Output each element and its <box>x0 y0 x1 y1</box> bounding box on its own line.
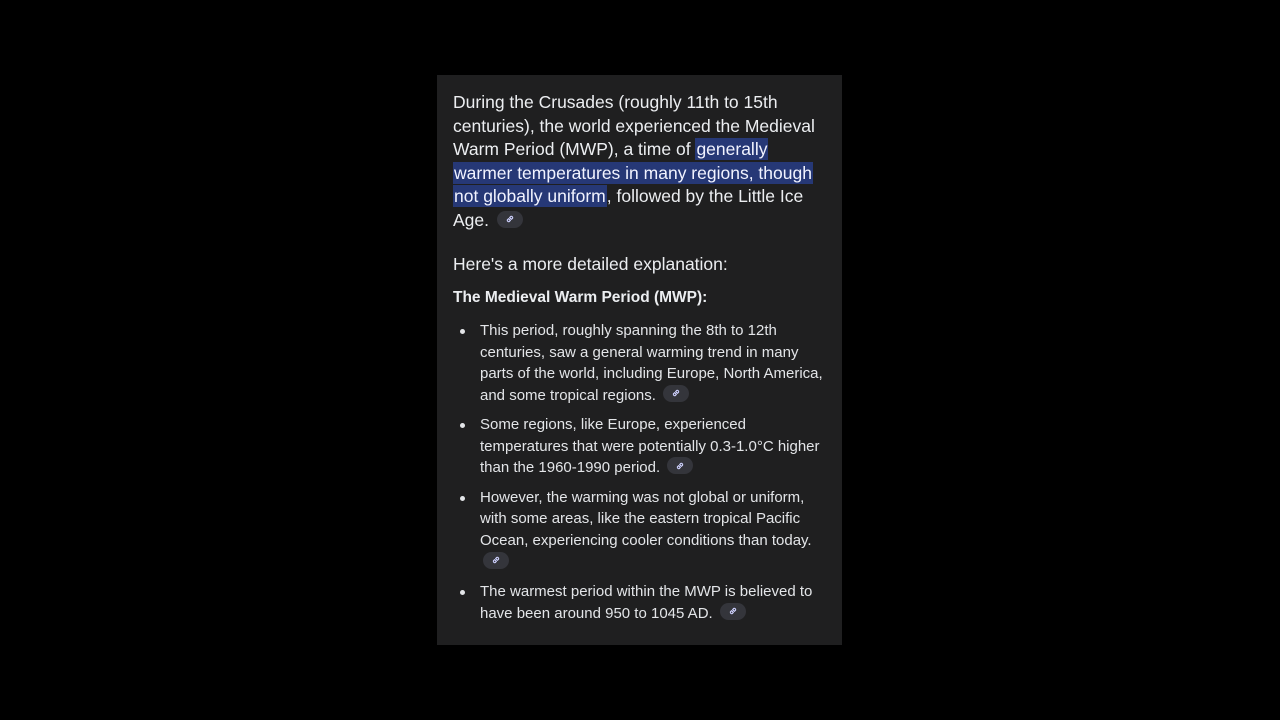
highlighted-text[interactable]: generally warmer temperatures in many regions, though not globally uniform <box>454 139 812 206</box>
list-item-text: This period, roughly spanning the 8th to 12th centuries, saw a general warming trend in many parts of the world, including Europe, North America, and some tropical regions. <box>480 322 823 404</box>
link-icon <box>505 214 515 224</box>
intro-paragraph <box>453 91 826 232</box>
link-icon <box>491 555 501 565</box>
response-card <box>437 75 842 645</box>
bullet-list <box>453 320 826 624</box>
list-item <box>453 414 826 479</box>
source-link-chip[interactable] <box>483 552 509 569</box>
bullet-dot <box>460 590 465 595</box>
link-icon <box>675 461 685 471</box>
bullet-dot <box>460 423 465 428</box>
list-item <box>453 320 826 406</box>
bullet-dot <box>460 329 465 334</box>
list-item <box>453 487 826 573</box>
list-item-text: The warmest period within the MWP is believed to have been around 950 to 1045 AD. <box>480 582 813 622</box>
section-title: The Medieval Warm Period (MWP): <box>453 289 708 306</box>
bullet-dot <box>460 496 465 501</box>
link-icon <box>728 606 738 616</box>
list-item-text: Some regions, like Europe, experienced temperatures that were potentially 0.3-1.0°C higher than the 1960-1990 period. <box>480 416 820 477</box>
intro-text-before: During the Crusades (roughly 11th to 15th centuries), the world experienced the Medieval Warm Period (MWP), a time of <box>453 92 815 159</box>
subheading: Here's a more detailed explanation: <box>453 254 728 274</box>
link-icon <box>671 388 681 398</box>
source-link-chip[interactable] <box>497 211 523 228</box>
list-item-text: However, the warming was not global or uniform, with some areas, like the eastern tropical Pacific Ocean, experiencing cooler conditions than today. <box>480 488 812 549</box>
source-link-chip[interactable] <box>720 603 746 620</box>
intro-text-after: , followed by the Little Ice Age. <box>453 186 804 230</box>
source-link-chip[interactable] <box>663 385 689 402</box>
list-item <box>453 581 826 624</box>
source-link-chip[interactable] <box>667 457 693 474</box>
